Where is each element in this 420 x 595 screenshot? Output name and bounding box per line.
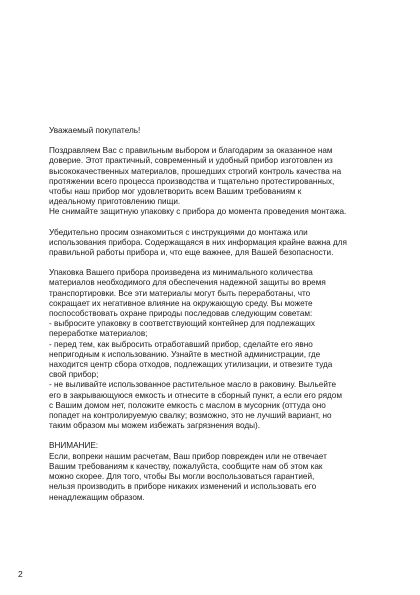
text-line: - перед тем, как выбросить отработавший прибор, сделайте его явно (49, 339, 313, 349)
text-line: непригодным к использованию. Узнайте в местной администрации, где (49, 349, 321, 359)
warning-paragraph (49, 452, 389, 503)
text-line: его в закрывающуюся емкость и отнесите в сборный пункт, а если его рядом (49, 390, 342, 400)
text-line: Не снимайте защитную упаковку с прибора до момента проведения монтажа. (49, 207, 347, 217)
text-line: переработке материалов; (49, 329, 148, 339)
letter-body (49, 126, 389, 503)
text-line: - не выливайте использованное растительное масло в раковину. Выльейте (49, 380, 337, 390)
text-line: поспособствовать охране природы последовав следующим советам: (49, 309, 313, 319)
intro-paragraph (49, 146, 389, 217)
text-line: протяжении всего процесса производства и тщательно протестированных, (49, 176, 335, 186)
page-number: 2 (18, 569, 23, 579)
text-line: находится центр сбора отходов, подлежащих утилизации, и отвезите туда (49, 360, 333, 370)
text-line: Поздравляем Вас с правильным выбором и благодарим за оказанное нам (49, 146, 333, 156)
warning-title: ВНИМАНИЕ: (49, 441, 99, 451)
text-line: Вашим требованиям к качеству, пожалуйста, сообщите нам об этом как (49, 461, 323, 471)
text-line: чтобы наш прибор мог удовлетворить всем Вашим требованиям к (49, 187, 302, 197)
greeting: Уважаемый покупатель! (49, 126, 141, 135)
text-line: ненадлежащим образом. (49, 492, 145, 502)
text-line: сокращает их негативное влияние на окружающую среду. Вы можете (49, 298, 313, 308)
warning-section (49, 441, 389, 502)
text-line: - выбросите упаковку в соответствующий контейнер для подлежащих (49, 319, 315, 329)
text-line: нельзя производить в приборе никаких изменений и использовать его (49, 482, 317, 492)
text-line: использования прибора. Содержащаяся в них информация крайне важна для (49, 237, 347, 247)
text-line: Если, вопреки нашим расчетам, Ваш прибор поврежден или не отвечает (49, 451, 327, 461)
text-line: свой прибор; (49, 370, 99, 380)
text-line: транспортировки. Все эти материалы могут быть переработаны, что (49, 288, 311, 298)
text-line: попадет на контролируемую свалку; возможно, это не лучший вариант, но (49, 411, 332, 421)
text-line: правильной работы прибора и, что еще важнее, для Вашей безопасности. (49, 248, 334, 258)
text-line: высококачественных материалов, прошедших строгий контроль качества на (49, 166, 342, 176)
instructions-paragraph (49, 228, 389, 259)
text-line: Упаковка Вашего прибора произведена из минимального количества (49, 268, 313, 278)
text-line: с Вашим домом нет, положите емкость с маслом в мусорник (оттуда оно (49, 400, 326, 410)
text-line: Убедительно просим ознакомиться с инструкциями до монтажа или (49, 227, 308, 237)
text-line: можно скорее. Для того, чтобы Вы могли воспользоваться гарантией, (49, 472, 315, 482)
packaging-paragraph (49, 268, 389, 431)
text-line: материалов необходимого для обеспечения надежной защиты во время (49, 278, 326, 288)
text-line: идеальному приготовлению пищи. (49, 197, 181, 207)
text-line: таким образом мы можем избежать загрязнения воды). (49, 421, 261, 431)
text-line: доверие. Этот практичный, современный и удобный прибор изготовлен из (49, 156, 333, 166)
